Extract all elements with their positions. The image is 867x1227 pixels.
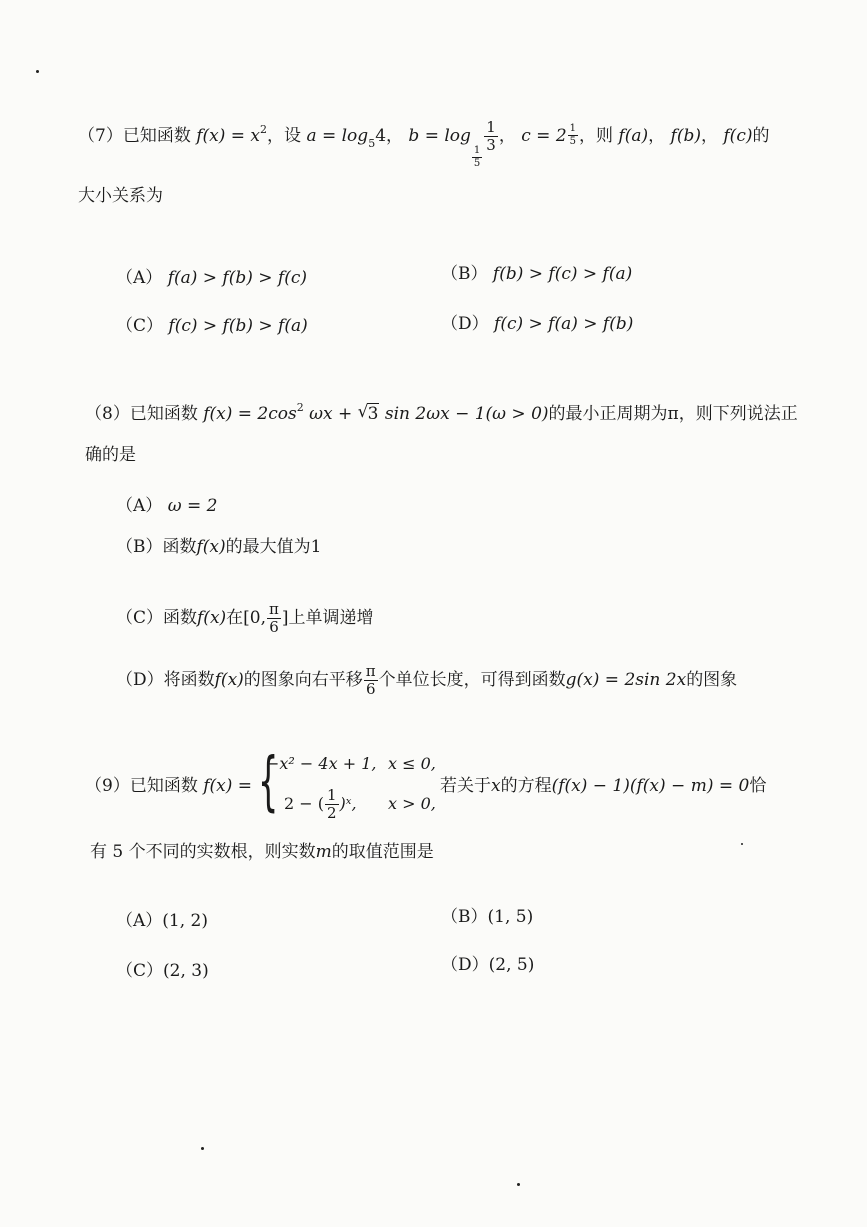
q8-fx: f(x) = 2cos [203,404,297,424]
q7-option-c[interactable]: （C） f(c) > f(b) > f(a) [116,316,308,336]
q9-option-a[interactable]: （A）(1, 2) [116,911,208,931]
q7-number: （7） [78,126,123,146]
q8-text: 的最小正周期为π，则下列说法正 [548,404,798,424]
q7-a-def: a = log [306,126,369,146]
q7-fa: f(a) [618,126,649,146]
q7-c-def: c = 2 [521,126,567,146]
q7-fc: f(c) [723,126,753,146]
q7-a-arg: 4 [375,126,387,146]
q8-option-c[interactable]: （C）函数f(x)在[0, $\frac{\pi}{6}$ ]上单调递增 [116,600,374,636]
left-brace-icon: { [258,745,279,819]
q7-text: 已知函数 [122,126,191,146]
scan-speck [741,843,743,845]
q8-stem-line2: 确的是 [85,445,136,465]
q9-option-c[interactable]: （C）(2, 3) [116,961,209,981]
q9-number: （9） [85,776,130,796]
q9-var: x [491,776,501,796]
q9-text: 若关于 [440,776,491,796]
q7-sep: ，设 [267,126,302,146]
q8-pi-over-6: $\frac{\pi}{6}$ [365,662,376,698]
scan-speck [201,1147,204,1150]
q9-equation: (f(x) − 1)(f(x) − m) = 0 [551,776,750,796]
q9-text: 已知函数 [129,776,198,796]
q8-stem-line1 [85,398,798,424]
q8-exp: 2 [296,401,304,414]
scan-speck [36,70,39,73]
q7-option-d[interactable]: （D） f(c) > f(a) > f(b) [441,314,634,334]
q7-option-b[interactable]: （B） f(b) > f(c) > f(a) [441,264,633,284]
q7-stem-line1 [78,120,769,169]
q8-number: （8） [85,404,130,424]
q7-option-a[interactable]: （A） f(a) > f(b) > f(c) [116,268,307,288]
q7-sep: ， [700,126,718,146]
q8-expr: ωx + [309,404,353,424]
q7-sep: ， [386,126,404,146]
q7-a-base: 5 [368,137,376,150]
q8-expr: sin 2ωx − 1(ω > 0) [384,404,549,424]
q9-case1: −x² − 4x + 1, x ≤ 0, [266,754,436,773]
q9-option-b[interactable]: （B）(1, 5) [441,907,534,927]
q9-text: 的方程 [500,776,552,796]
q7-b-base: $\frac{1}{5}$ [473,145,481,169]
q7-text: ，则 [579,126,614,146]
q8-pi-over-6: $\frac{\pi}{6}$ [269,600,279,636]
q9-stem-lead [85,776,252,796]
q9-stem-line2: 有 5 个不同的实数根，则实数m的取值范围是 [90,842,434,862]
q7-fb: f(b) [670,126,701,146]
q9-stem-tail [440,776,766,796]
q9-case2: 2 − ( $\frac{1}{2}$ )ˣ, x > 0, [284,786,436,822]
q7-b-def: b = log [408,126,471,146]
q9-option-d[interactable]: （D）(2, 5) [441,955,535,975]
q7-sep: ， [498,126,516,146]
q8-option-b[interactable]: （B）函数f(x)的最大值为1 [116,537,322,557]
q7-fx: f(x) = x [196,126,261,146]
q7-stem-line2: 大小关系为 [78,186,163,206]
q8-option-a[interactable]: （A） ω = 2 [116,496,218,516]
scan-speck [517,1183,520,1186]
q9-fx: f(x) = [203,776,253,796]
q7-c-exp: $\frac{1}{5}$ [569,123,577,147]
q8-option-d[interactable]: （D）将函数f(x)的图象向右平移 $\frac{\pi}{6}$ 个单位长度，可得到函数g(x) = 2sin 2x的图象 [116,662,738,698]
q7-text: 的 [752,126,770,146]
q7-b-arg: $\frac{1}{3}$ [486,118,496,154]
q9-text: 恰 [749,776,767,796]
q7-exp: 2 [260,123,268,136]
q9-piecewise [258,745,438,822]
q8-text: 已知函数 [129,404,198,424]
q7-sep: ， [648,126,666,146]
q8-sqrt: √ 3 [357,402,379,424]
